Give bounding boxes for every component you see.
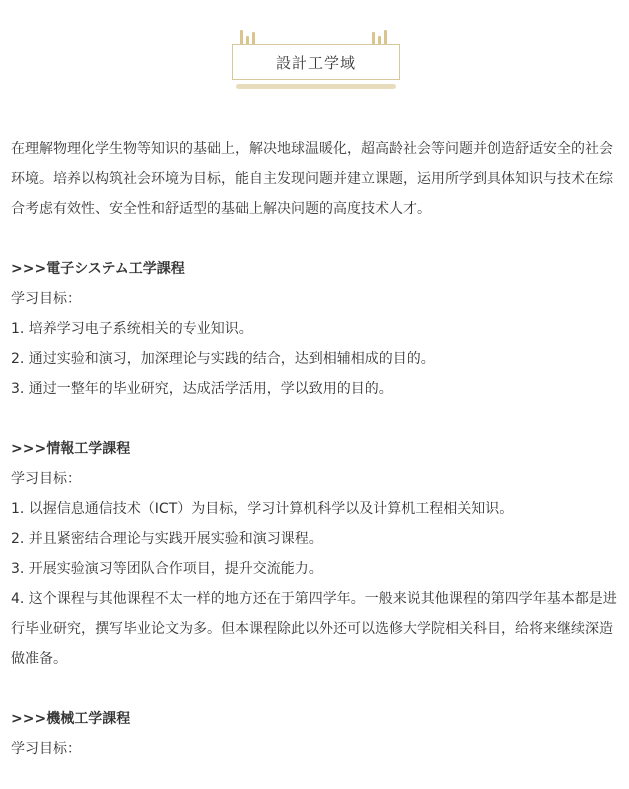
page-title: 設計工学域 xyxy=(275,53,356,72)
section-heading-mechanical: >>>機械工学課程 xyxy=(11,711,131,727)
list-item: 2. 并且紧密结合理论与实践开展实验和演习课程。 xyxy=(11,531,323,547)
list-item: 3. 通过一整年的毕业研究，达成活学活用，学以致用的目的。 xyxy=(11,381,393,397)
section-label: 学习目标： xyxy=(11,471,81,487)
section-title-banner xyxy=(226,30,406,92)
list-item: 1. 以握信息通信技术（ICT）为目标，学习计算机科学以及计算机工程相关知识。 xyxy=(11,501,514,517)
title-box xyxy=(232,44,400,80)
list-item: 1. 培养学习电子系统相关的专业知识。 xyxy=(11,321,253,337)
list-item: 4. 这个课程与其他课程不太一样的地方还在于第四学年。一般来说其他课程的第四学年基本都是进行毕业研究，撰写毕业论文为多。但本课程除此以外还可以选修大学院相关科目，给将来继续深造做准备。 xyxy=(11,591,617,667)
article-body xyxy=(11,134,623,764)
section-label: 学习目标： xyxy=(11,741,81,757)
title-underlay xyxy=(236,84,396,89)
list-item: 2. 通过实验和演习，加深理论与实践的结合，达到相辅相成的目的。 xyxy=(11,351,435,367)
list-item: 3. 开展实验演习等团队合作项目，提升交流能力。 xyxy=(11,561,323,577)
intro-paragraph: 在理解物理化学生物等知识的基础上，解决地球温暖化，超高龄社会等问题并创造舒适安全的社会环境。培养以构筑社会环境为目标，能自主发现问题并建立课题，运用所学到具体知识与技术在综合考虑有效性、安全性和舒适型的基础上解决问题的高度技术人才。 xyxy=(11,141,613,217)
section-label: 学习目标： xyxy=(11,291,81,307)
section-heading-electronic: >>>電子システム工学課程 xyxy=(11,261,185,277)
section-heading-information: >>>情報工学課程 xyxy=(11,441,131,457)
